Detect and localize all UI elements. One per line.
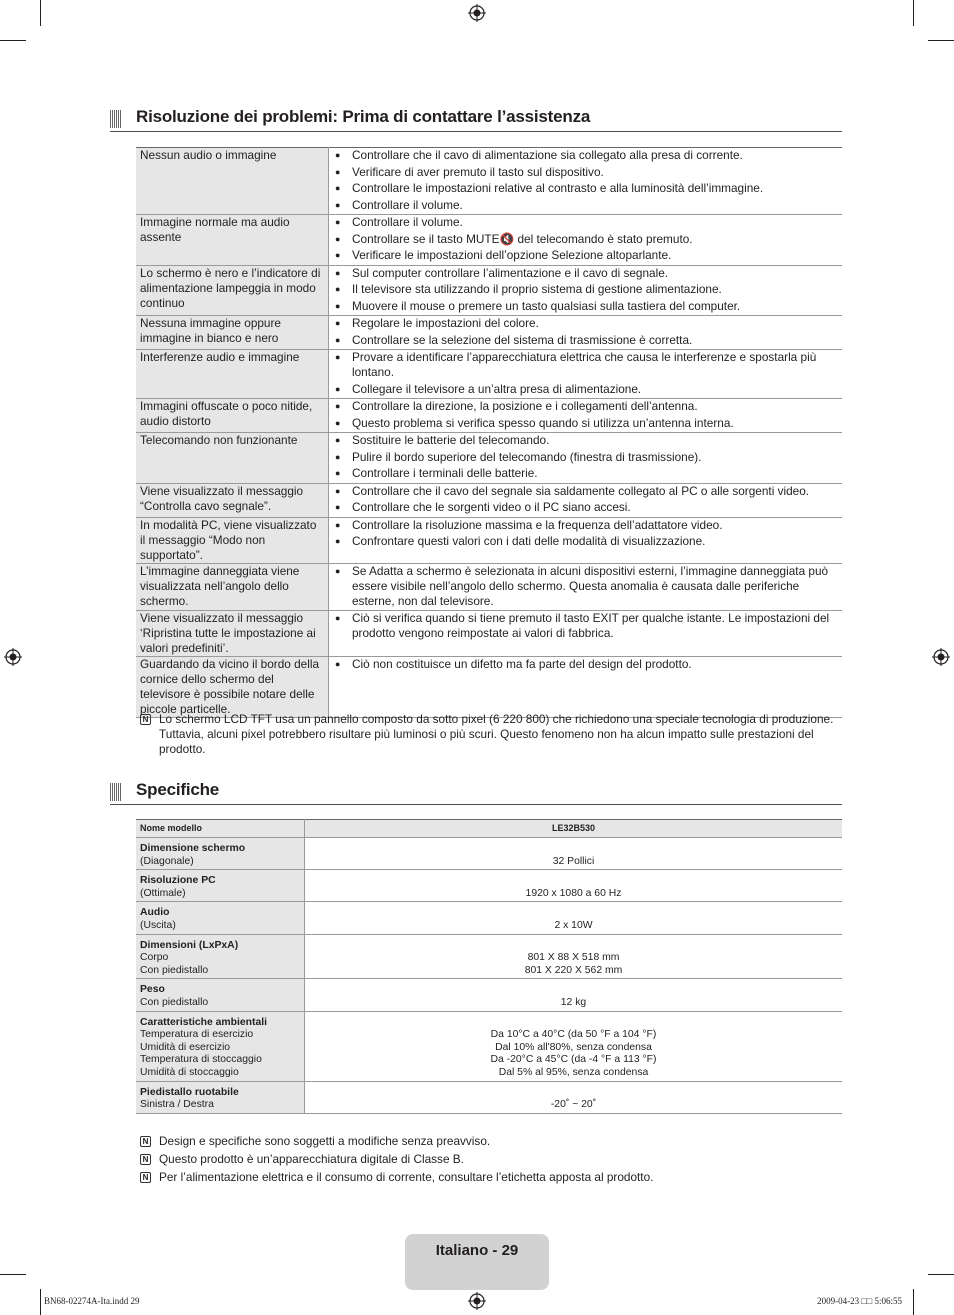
trouble-row [136, 483, 842, 517]
spec-label-cell [136, 1011, 305, 1081]
solution-cell [329, 517, 843, 563]
spec-value: Dal 10% all'80%, senza condensa [495, 1041, 652, 1053]
spec-heading: Dimensioni (LxPxA) [140, 939, 239, 951]
problem-cell: Lo schermo è nero e l’indicatore di alimentazione lampeggia in modo continuo [136, 265, 329, 316]
spec-sublabel: Temperatura di stoccaggio [140, 1054, 262, 1066]
spec-heading: Caratteristiche ambientali [140, 1016, 268, 1028]
spec-sublabel: Con piedistallo [140, 964, 209, 976]
spec-note-text: Per l’alimentazione elettrica e il consumo di corrente, consultare l’etichetta apposta al prodotto. [159, 1170, 654, 1184]
spec-value: 32 Pollici [552, 855, 595, 867]
solution-item: ● Provare a identificare l’apparecchiatura elettrica che causa le interferenze e spostarla più lontano. [333, 350, 838, 380]
solution-cell [329, 483, 843, 517]
spec-heading: Audio [140, 907, 170, 919]
solution-item: ● Controllare il volume. [333, 215, 838, 230]
spec-row [136, 1011, 842, 1081]
troubleshooting-table [136, 147, 842, 718]
crop-mark [928, 40, 954, 41]
spec-value: 12 kg [560, 996, 587, 1008]
solution-cell [329, 657, 843, 718]
spec-label-cell [136, 870, 305, 902]
spec-label-cell [136, 838, 305, 870]
solution-item: ● Controllare il volume. [333, 198, 838, 213]
solution-item: ● Sostituire le batterie del telecomando. [333, 433, 838, 448]
solution-item: ● Verificare di aver premuto il tasto sul dispositivo. [333, 165, 838, 180]
problem-cell: Nessuna immagine oppure immagine in bianco e nero [136, 316, 329, 350]
trouble-row [136, 316, 842, 350]
trouble-row [136, 433, 842, 484]
registration-mark-icon [932, 648, 950, 666]
spec-row [136, 870, 842, 902]
crop-mark [40, 0, 41, 26]
spec-row [136, 902, 842, 934]
solution-cell [329, 611, 843, 657]
spec-value: 2 x 10W [554, 919, 593, 931]
solution-item: ● Il televisore sta utilizzando il proprio sistema di gestione alimentazione. [333, 282, 838, 297]
solution-cell [329, 433, 843, 484]
solution-cell [329, 399, 843, 433]
trouble-row [136, 350, 842, 399]
solution-item: ● Controllare i terminali delle batterie. [333, 466, 838, 481]
spec-sublabel: (Uscita) [140, 919, 176, 931]
spec-note-text: Design e specifiche sono soggetti a modifiche senza preavviso. [159, 1134, 491, 1148]
spec-note [140, 1152, 840, 1168]
solution-item: ● Controllare che il cavo del segnale sia saldamente collegato al PC o alle sorgenti video. [333, 484, 838, 499]
solution-item: ● Verificare le impostazioni dell’opzione Selezione altoparlante. [333, 248, 838, 263]
spec-sublabel: (Diagonale) [140, 855, 194, 867]
note-icon: N [140, 714, 151, 725]
spec-value: 1920 x 1080 a 60 Hz [525, 887, 622, 899]
model-label: Nome modello [136, 820, 305, 838]
lcd-note-text: Lo schermo LCD TFT usa un pannello composto da sotto pixel (6 220 800) che richiedono una speciale tecnologia di produzione. Tuttavia, alcuni pixel potrebbero risultare più luminosi o più scuri. Questo fenomeno non ha alcun impatto sulle prestazioni del prodotto. [159, 712, 834, 756]
spec-sublabel: Umidità di esercizio [140, 1041, 231, 1053]
solution-item: ● Se Adatta a schermo è selezionata in alcuni dispositivi esterni, l’immagine danneggiata può essere visibile nell’angolo dello schermo. Questa anomalia è causata dalle periferiche esterne, non dal televisore. [333, 564, 838, 609]
note-icon: N [140, 1154, 151, 1165]
spec-sublabel: (Ottimale) [140, 887, 186, 899]
spec-sublabel: Con piedistallo [140, 996, 209, 1008]
registration-mark-icon [4, 648, 22, 666]
section-title: Risoluzione dei problemi: Prima di contattare l’assistenza [136, 107, 591, 126]
problem-cell: L’immagine danneggiata viene visualizzata nell’angolo dello schermo. [136, 563, 329, 611]
spec-label-cell [136, 1081, 305, 1113]
solution-cell [329, 265, 843, 316]
solution-cell [329, 563, 843, 611]
spec-value-cell [305, 902, 843, 934]
solution-item: ● Ciò non costituisce un difetto ma fa parte del design del prodotto. [333, 657, 838, 672]
spec-sublabel: Corpo [140, 952, 169, 964]
solution-item: ● Muovere il mouse o premere un tasto qualsiasi sulla tastiera del computer. [333, 299, 838, 314]
spec-value: Da -20°C a 45°C (da -4 °F a 113 °F) [490, 1054, 657, 1066]
section-title: Specifiche [136, 780, 220, 799]
page-number-tab [405, 1234, 549, 1290]
solution-cell [329, 316, 843, 350]
spec-row [136, 934, 842, 979]
spec-row [136, 979, 842, 1011]
solution-item: ● Collegare il televisore a un’altra presa di alimentazione. [333, 382, 838, 397]
spec-sublabel: Sinistra / Destra [140, 1099, 214, 1111]
page-label: Italiano - 29 [435, 1242, 519, 1259]
note-icon: N [140, 1136, 151, 1147]
spec-value-cell [305, 870, 843, 902]
solution-item: ● Controllare la direzione, la posizione e i collegamenti dell’antenna. [333, 399, 838, 414]
spec-heading: Risoluzione PC [140, 875, 216, 887]
spec-value: 801 X 220 X 562 mm [524, 964, 623, 976]
problem-cell: Nessun audio o immagine [136, 148, 329, 215]
crop-mark [0, 1274, 26, 1275]
spec-value-cell [305, 838, 843, 870]
spec-value-cell [305, 1081, 843, 1113]
registration-mark-icon [468, 4, 486, 22]
solution-item: ● Controllare la risoluzione massima e la frequenza dell’adattatore video. [333, 518, 838, 533]
crop-mark [40, 1289, 41, 1315]
crop-mark [0, 40, 26, 41]
spec-heading: Dimensione schermo [140, 843, 246, 854]
problem-cell: Telecomando non funzionante [136, 433, 329, 484]
trouble-row [136, 215, 842, 266]
spec-row [136, 1081, 842, 1113]
spec-value-cell [305, 979, 843, 1011]
problem-cell: In modalità PC, viene visualizzato il messaggio “Modo non supportato”. [136, 517, 329, 563]
spec-sublabel: Umidità di stoccaggio [140, 1066, 239, 1078]
spec-value-cell [305, 934, 843, 979]
solution-cell [329, 215, 843, 266]
note-icon: N [140, 1172, 151, 1183]
spec-value: Da 10°C a 40°C (da 50 °F a 104 °F) [490, 1029, 657, 1041]
trouble-row [136, 399, 842, 433]
spec-note-text: Questo prodotto è un’apparecchiatura digitale di Classe B. [159, 1152, 464, 1166]
problem-cell: Viene visualizzato il messaggio ‘Ripristina tutte le impostazione ai valori predefiniti’. [136, 611, 329, 657]
heading-bar-icon [110, 110, 121, 128]
spec-note [140, 1170, 840, 1186]
solution-cell [329, 350, 843, 399]
trouble-row [136, 657, 842, 718]
problem-cell: Immagine normale ma audio assente [136, 215, 329, 266]
model-value: LE32B530 [305, 820, 843, 838]
solution-item: ● Controllare che le sorgenti video o il PC siano accesi. [333, 500, 838, 515]
solution-item: ● Ciò si verifica quando si tiene premuto il tasto EXIT per qualche istante. Le impostazioni del prodotto vengono reimpostate ai valori di fabbrica. [333, 611, 838, 641]
spec-label-cell [136, 934, 305, 979]
spec-value: 801 X 88 X 518 mm [527, 952, 620, 964]
trouble-row [136, 611, 842, 657]
heading-bar-icon [110, 783, 121, 801]
trouble-row [136, 148, 842, 215]
spec-label-cell [136, 979, 305, 1011]
solution-item: ● Confrontare questi valori con i dati delle modalità di visualizzazione. [333, 534, 838, 549]
crop-mark [928, 1274, 954, 1275]
spec-row [136, 838, 842, 870]
spec-value: Dal 5% al 95%, senza condensa [498, 1066, 649, 1078]
solution-item: ● Pulire il bordo superiore del telecomando (finestra di trasmissione). [333, 450, 838, 465]
trouble-row [136, 265, 842, 316]
trouble-row [136, 517, 842, 563]
registration-mark-icon [468, 1292, 486, 1310]
spec-sublabel: Temperatura di esercizio [140, 1029, 254, 1041]
footer-file: BN68-02274A-Ita.indd 29 [44, 1296, 140, 1306]
troubleshooting-heading [110, 109, 842, 132]
problem-cell: Immagini offuscate o poco nitide, audio distorto [136, 399, 329, 433]
solution-item: ● Controllare le impostazioni relative al contrasto e alla luminosità dell’immagine. [333, 181, 838, 196]
specs-table [136, 819, 842, 1114]
solution-item: ● Regolare le impostazioni del colore. [333, 316, 838, 331]
crop-mark [913, 0, 914, 26]
specs-header-row [136, 820, 842, 838]
problem-cell: Guardando da vicino il bordo della cornice dello schermo del televisore è possibile notare delle piccole particelle. [136, 657, 329, 718]
solution-cell [329, 148, 843, 215]
spec-value: -20˚ ~ 20˚ [550, 1099, 597, 1111]
crop-mark [913, 1289, 914, 1315]
spec-value-cell [305, 1011, 843, 1081]
solution-item: ● Controllare se il tasto MUTE🔇 del telecomando è stato premuto. [333, 232, 838, 247]
solution-item: ● Controllare se la selezione del sistema di trasmissione è corretta. [333, 333, 838, 348]
footer-timestamp: 2009-04-23 □□ 5:06:55 [817, 1296, 902, 1306]
solution-item: ● Sul computer controllare l’alimentazione e il cavo di segnale. [333, 266, 838, 281]
spec-heading: Peso [140, 984, 165, 996]
spec-label-cell [136, 902, 305, 934]
problem-cell: Viene visualizzato il messaggio “Controlla cavo segnale”. [136, 483, 329, 517]
solution-item: ● Questo problema si verifica spesso quando si utilizza un’antenna interna. [333, 416, 838, 431]
spec-note [140, 1134, 840, 1150]
solution-item: ● Controllare che il cavo di alimentazione sia collegato alla presa di corrente. [333, 148, 838, 163]
specs-heading [110, 782, 842, 805]
trouble-row [136, 563, 842, 611]
spec-heading: Piedistallo ruotabile [140, 1086, 239, 1098]
problem-cell: Interferenze audio e immagine [136, 350, 329, 399]
